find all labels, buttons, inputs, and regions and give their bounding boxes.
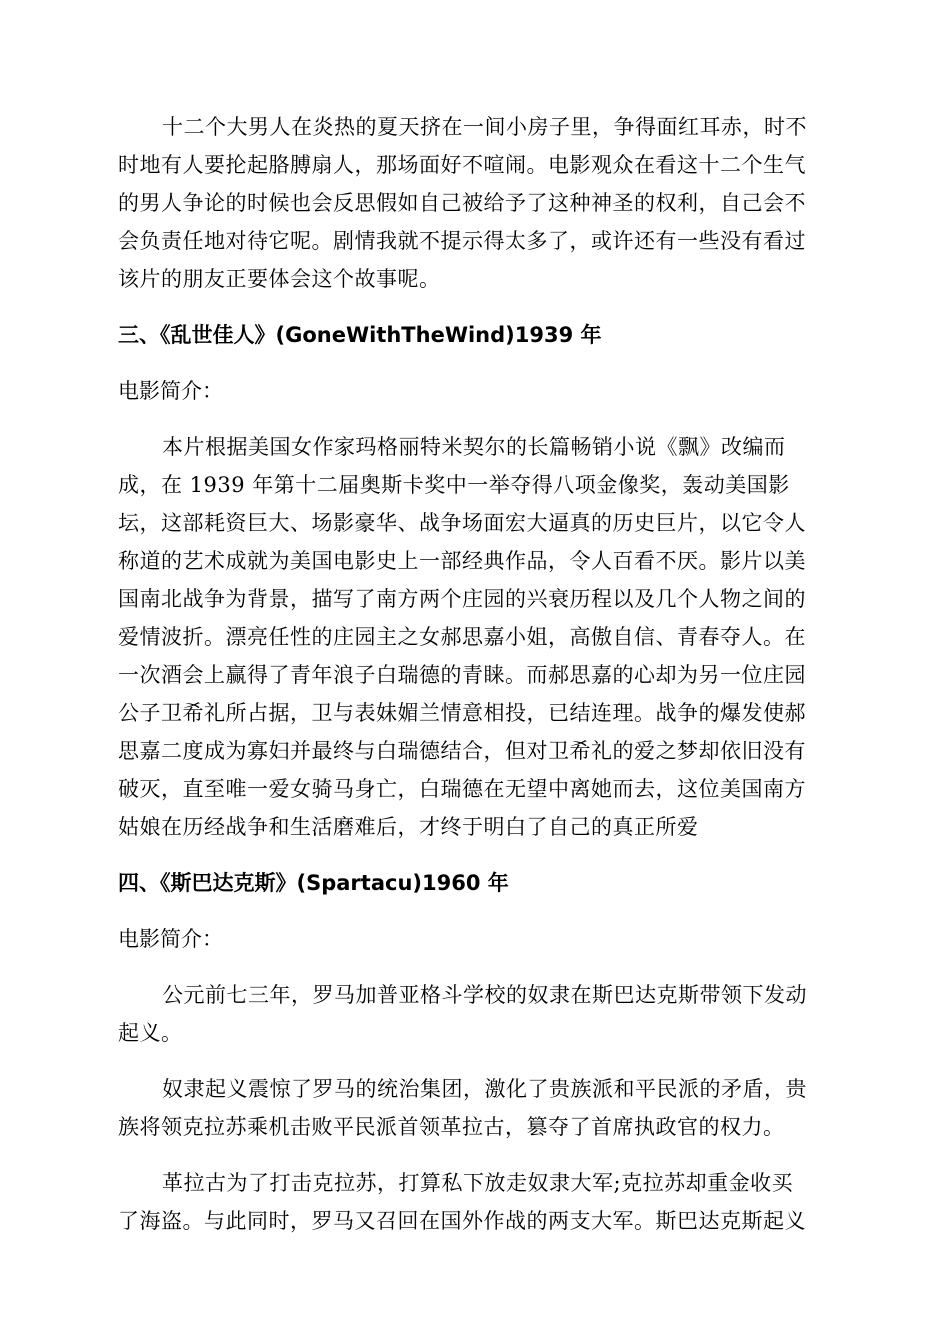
paragraph-gone-with-the-wind [118,428,834,846]
text-line: 奴隶起义震惊了罗马的统治集团，激化了贵族派和平民派的矛盾，贵 [162,1077,807,1101]
document-page [118,108,834,1240]
paragraph-spartacus-1 [118,976,834,1052]
section-heading-spartacus: 四、《斯巴达克斯》(Spartacu)1960 年 [118,871,509,895]
text-line: 爱情波折。漂亮任性的庄园主之女郝思嘉小姐，高傲自信、青春夺人。在 [118,625,806,649]
text-line: 时地有人要抡起胳膊扇人，那场面好不喧闹。电影观众在看这十二个生气 [118,153,806,177]
paragraph-spartacus-3 [118,1164,834,1240]
text-line: 族将领克拉苏乘机击败平民派首领革拉古，篡夺了首席执政官的权力。 [118,1115,785,1139]
text-line: 思嘉二度成为寡妇并最终与白瑞德结合，但对卫希礼的爱之梦却依旧没有 [118,739,806,763]
text-line: 国南北战争为背景，描写了南方两个庄园的兴衰历程以及几个人物之间的 [118,587,806,611]
text-line: 的男人争论的时候也会反思假如自己被给予了这种神圣的权利，自己会不 [118,191,806,215]
text-line: 姑娘在历经战争和生活磨难后，才终于明白了自己的真正所爱 [118,815,699,839]
text-line: 会负责任地对待它呢。剧情我就不提示得太多了，或许还有一些没有看过 [118,229,806,253]
text-line: 革拉古为了打击克拉苏，打算私下放走奴隶大军;克拉苏却重金收买 [162,1171,794,1195]
movie-intro-label: 电影简介： [118,379,223,403]
text-line: 破灭，直至唯一爱女骑马身亡，白瑞德在无望中离她而去，这位美国南方 [118,777,806,801]
text-line: 十二个大男人在炎热的夏天挤在一间小房子里，争得面红耳赤，时不 [162,115,807,139]
text-line: 本片根据美国女作家玛格丽特米契尔的长篇畅销小说《飘》改编而 [162,435,786,459]
paragraph-spartacus-2 [118,1070,834,1146]
text-line: 起义。 [118,1021,183,1045]
text-line: 一次酒会上赢得了青年浪子白瑞德的青睐。而郝思嘉的心却为另一位庄园 [118,663,806,687]
text-line: 坛，这部耗资巨大、场影豪华、战争场面宏大逼真的历史巨片，以它令人 [118,511,806,535]
text-line: 公子卫希礼所占据，卫与表妹媚兰情意相投，已结连理。战争的爆发使郝 [118,701,806,725]
text-line: 称道的艺术成就为美国电影史上一部经典作品，令人百看不厌。影片以美 [118,549,806,573]
section-heading-gone-with-the-wind: 三、《乱世佳人》(GoneWithTheWind)1939 年 [118,323,602,347]
text-line: 成，在 1939 年第十二届奥斯卡奖中一举夺得八项金像奖，轰动美国影 [118,473,790,497]
text-line: 了海盗。与此同时，罗马又召回在国外作战的两支大军。斯巴达克斯起义 [118,1209,806,1233]
text-line: 该片的朋友正要体会这个故事呢。 [118,267,441,291]
movie-intro-label: 电影简介： [118,927,223,951]
text-line: 公元前七三年，罗马加普亚格斗学校的奴隶在斯巴达克斯带领下发动 [162,983,807,1007]
paragraph-twelve-angry-men [118,108,834,298]
